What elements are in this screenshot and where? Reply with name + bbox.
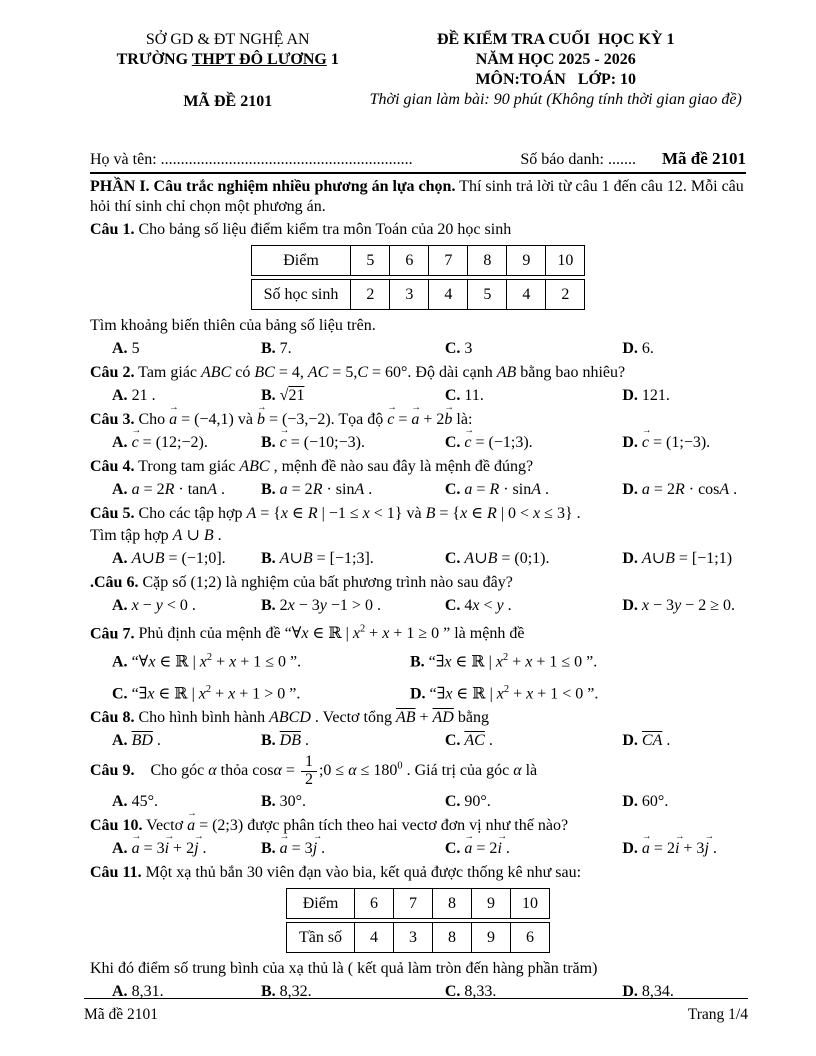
question-10-option-c: C. → a = 2→ i . [445, 838, 623, 860]
question-7-option-c: C. “∃x ∈ ℝ | $x^2 + x + 1 > 0$ ”. [112, 683, 301, 702]
table-row [251, 279, 586, 310]
question-1-option-b: B. 7. [260, 340, 292, 357]
question-5-options [90, 548, 746, 570]
question-7-option-d: D. “∃x ∈ ℝ | $x^2 + x + 1 < 0$ ”. [409, 683, 599, 702]
page-footer [84, 998, 748, 1025]
question-4-options [90, 479, 746, 501]
footer-page-number: Trang 1/4 [687, 1006, 748, 1023]
question-8-option-a: A. $\overline{BD}$ . [112, 731, 161, 749]
exam-header [90, 30, 746, 112]
table-cell: 7 [429, 245, 468, 276]
student-name-field: Họ và tên: ............................................................... [90, 151, 413, 168]
table-cell: 8 [468, 245, 507, 276]
footer-exam-code: Mã đề 2101 [84, 1006, 159, 1023]
question-10-option-d: D. → a = 2→ i + 3→ j . [622, 838, 746, 860]
question-11-label: Câu 11. [90, 863, 142, 881]
question-10-text: Vectơ → a = (2;3) được phân tích theo hai vectơ đơn vị như thế nào? [146, 817, 568, 834]
question-9-option-a: A. 45°. [112, 792, 158, 810]
question-6-option-b: B. 2x − 3y −1 > 0 . [260, 597, 381, 614]
question-3-option-d: D. → c = (1;−3). [622, 432, 746, 454]
question-7-stem [90, 619, 746, 644]
question-6 [90, 572, 746, 617]
table-cell: 3 [394, 922, 433, 953]
question-11-post: Khi đó điểm số trung bình của xạ thủ là ( kết quả làm tròn đến hàng phần trăm) [90, 959, 598, 977]
question-1-stem [90, 219, 746, 240]
part1-heading-rest: Thí sinh trả lời từ câu 1 đến câu 12. Mỗi câu hỏi thí sinh chỉ chọn một phương án. [90, 178, 744, 215]
question-9-option-b: B. 30°. [260, 792, 307, 810]
part1-heading [90, 177, 746, 217]
table-cell: 4 [429, 279, 468, 310]
question-11 [90, 862, 746, 1003]
question-8-options [90, 730, 746, 752]
question-4-option-d: D. a = 2R · cosA . [622, 481, 738, 498]
question-5-option-b: B. A∪B = [−1;3]. [260, 550, 374, 567]
question-3-option-c: C. → c = (−1;3). [445, 432, 623, 454]
question-1-post: Tìm khoảng biến thiên của bảng số liệu trên. [90, 317, 376, 334]
table-cell: 9 [507, 245, 546, 276]
question-6-option-c: C. 4x < y . [444, 597, 512, 614]
table-cell: Tần số [286, 922, 355, 953]
table-cell: 8 [433, 888, 472, 919]
question-5-option-a: A. A∪B = (−1;0]. [112, 550, 226, 567]
table-cell: 8 [433, 922, 472, 953]
school-year: NĂM HỌC 2025 - 2026 [475, 51, 636, 68]
header-left-block [90, 30, 366, 112]
question-11-option-d: D. 8,34. [622, 982, 674, 1000]
page-content [90, 30, 746, 1004]
question-7-label: Câu 7. [90, 625, 135, 643]
question-8-stem [90, 707, 746, 728]
question-11-option-a: A. 8,31. [112, 982, 164, 1000]
question-1-option-d: D. 6. [622, 340, 654, 357]
question-5-post: Tìm tập hợp A ∪ B . [90, 527, 222, 544]
question-4-label: Câu 4. [90, 458, 135, 475]
table-row [286, 888, 550, 919]
duration-line: Thời gian làm bài: 90 phút (Không tính thời gian giao đề) [369, 91, 742, 108]
subject-line: MÔN:TOÁN LỚP: 10 [475, 71, 637, 88]
question-9 [90, 754, 746, 813]
table-cell: 9 [472, 888, 511, 919]
question-5 [90, 503, 746, 570]
part1-heading-bold: PHẦN I. Câu trắc nghiệm nhiều phương án lựa chọn. [90, 178, 456, 195]
question-11-option-b: B. 8,32. [260, 982, 312, 1000]
question-4-option-c: C. a = R · sinA . [444, 481, 549, 498]
question-10-option-a: A. → a = 3→ i + 2→ j . [112, 838, 261, 860]
question-7 [90, 619, 746, 705]
question-4-text: Trong tam giác ABC , mệnh đề nào sau đây là mệnh đề đúng? [138, 458, 534, 475]
question-2 [90, 362, 746, 407]
exam-code: MÃ ĐỀ 2101 [183, 93, 273, 110]
question-4-option-a: A. a = 2R · tanA . [112, 481, 226, 498]
question-11-text: Một xạ thủ bắn 30 viên đạn vào bia, kết quả được thống kê như sau: [145, 863, 582, 881]
question-5-option-d: D. A∪B = [−1;1) [622, 550, 733, 567]
question-9-stem [90, 754, 746, 789]
exam-title: ĐỀ KIỂM TRA CUỐI HỌC KỲ 1 [436, 31, 675, 48]
question-8-option-d: D. $\overline{CA}$ . [622, 731, 671, 749]
exam-code-label: Mã đề 2101 [661, 149, 746, 168]
question-10-label: Câu 10. [90, 816, 143, 834]
question-7-option-b: B. “∃x ∈ ℝ | $x^2 + x + 1 \le 0$ ”. [409, 652, 598, 671]
table-cell: 2 [546, 279, 585, 310]
question-1-label: Câu 1. [90, 221, 135, 238]
question-2-option-b: B. √21 [260, 387, 305, 404]
question-8 [90, 707, 746, 752]
table-cell: Số học sinh [251, 279, 352, 310]
table-row [251, 245, 586, 276]
question-4 [90, 456, 746, 501]
table-cell: 6 [390, 245, 429, 276]
question-2-label: Câu 2. [90, 364, 135, 381]
question-11-frequency-table [286, 885, 550, 956]
question-6-label: .Câu 6. [90, 574, 139, 591]
school-name [90, 50, 366, 70]
question-3-label: Câu 3. [90, 411, 135, 428]
question-1-text: Cho bảng số liệu điểm kiểm tra môn Toán của 20 học sinh [138, 221, 512, 238]
table-cell: 9 [472, 922, 511, 953]
question-11-option-c: C. 8,33. [444, 982, 497, 1000]
school-name-suffix: 1 [326, 51, 339, 68]
table-cell: 10 [546, 245, 585, 276]
question-6-options [90, 595, 746, 617]
table-cell: 4 [507, 279, 546, 310]
question-5-text: Cho các tập hợp A = {x ∈ R | −1 ≤ x < 1} và B = {x ∈ R | 0 < x ≤ 3} . [138, 505, 581, 522]
question-8-label: Câu 8. [90, 708, 135, 726]
question-3-option-b: B. → c = (−10;−3). [261, 432, 445, 454]
question-8-text: Cho hình bình hành ABCD . Vectơ tổng $\overline{AB} + \overline{AD}$ bằng [138, 708, 489, 726]
table-cell: 6 [511, 922, 550, 953]
question-10-option-b: B. → a = 3→ j . [261, 838, 445, 860]
question-6-text: Cặp số (1;2) là nghiệm của bất phương trình nào sau đây? [142, 574, 513, 591]
header-divider [90, 172, 746, 174]
table-cell: 5 [468, 279, 507, 310]
question-3-options [90, 432, 746, 454]
question-3 [90, 409, 746, 454]
student-number-field: Số báo danh: ....... [520, 151, 636, 168]
header-right-block [366, 30, 746, 112]
question-5-label: Câu 5. [90, 505, 135, 522]
question-8-option-c: C. $\overline{AC}$ . [444, 731, 493, 749]
question-1-option-a: A. 5 [112, 340, 140, 357]
table-cell: 4 [355, 922, 394, 953]
question-11-stem [90, 862, 746, 883]
question-2-option-a: A. 21 . [112, 387, 156, 404]
question-1-option-c: C. 3 [444, 340, 473, 357]
question-9-text: Cho góc α thỏa cosα = $\frac{1}{2}$ ;0 ≤ $\alpha \le 180^0$ . Giá trị của góc α là [138, 752, 538, 788]
question-4-option-b: B. a = 2R · sinA . [260, 481, 373, 498]
question-1-frequency-table [251, 242, 586, 313]
question-9-option-c: C. 90°. [444, 792, 491, 810]
question-1 [90, 219, 746, 360]
question-9-option-d: D. 60°. [622, 792, 669, 810]
question-2-option-c: C. 11. [444, 387, 484, 404]
question-10-options [90, 838, 746, 860]
question-3-text: Cho → a = (−4,1) và → b = (−3,−2). Tọa độ → c = → a + 2→ b là: [138, 411, 472, 428]
question-4-stem [90, 456, 746, 477]
table-cell: 6 [355, 888, 394, 919]
department-name: SỞ GD & ĐT NGHỆ AN [145, 31, 310, 48]
question-6-option-a: A. x − y < 0 . [112, 597, 196, 614]
question-8-option-b: B. $\overline{DB}$ . [260, 731, 309, 749]
question-7-text: Phủ định của mệnh đề “∀x ∈ ℝ | $x^2 + x + 1 \ge 0$ ” là mệnh đề [138, 624, 525, 643]
question-7-options [90, 646, 746, 705]
table-row [286, 922, 550, 953]
question-2-stem [90, 362, 746, 383]
student-info-line [90, 148, 746, 171]
question-6-stem [90, 572, 746, 593]
question-10 [90, 815, 746, 860]
table-cell: Điểm [286, 888, 355, 919]
question-1-options [90, 338, 746, 360]
table-cell: 2 [351, 279, 390, 310]
table-cell: 10 [511, 888, 550, 919]
school-name-underlined: THPT ĐÔ LƯƠNG [191, 51, 327, 68]
table-cell: 7 [394, 888, 433, 919]
question-5-option-c: C. A∪B = (0;1). [444, 550, 550, 567]
question-3-option-a: A. → c = (12;−2). [112, 432, 261, 454]
question-2-text: Tam giác ABC có BC = 4, AC = 5,C = 60°. Độ dài cạnh AB bằng bao nhiêu? [138, 364, 626, 381]
table-cell: Điểm [251, 245, 352, 276]
question-7-option-a: A. “∀x ∈ ℝ | $x^2 + x + 1 \le 0$ ”. [112, 652, 302, 671]
question-9-label: Câu 9. [90, 761, 135, 779]
question-5-stem [90, 503, 746, 524]
table-cell: 3 [390, 279, 429, 310]
question-6-option-d: D. x − 3y − 2 ≥ 0. [622, 597, 735, 614]
question-2-option-d: D. 121. [622, 387, 670, 404]
school-name-prefix: TRƯỜNG [116, 51, 192, 68]
table-cell: 5 [351, 245, 390, 276]
